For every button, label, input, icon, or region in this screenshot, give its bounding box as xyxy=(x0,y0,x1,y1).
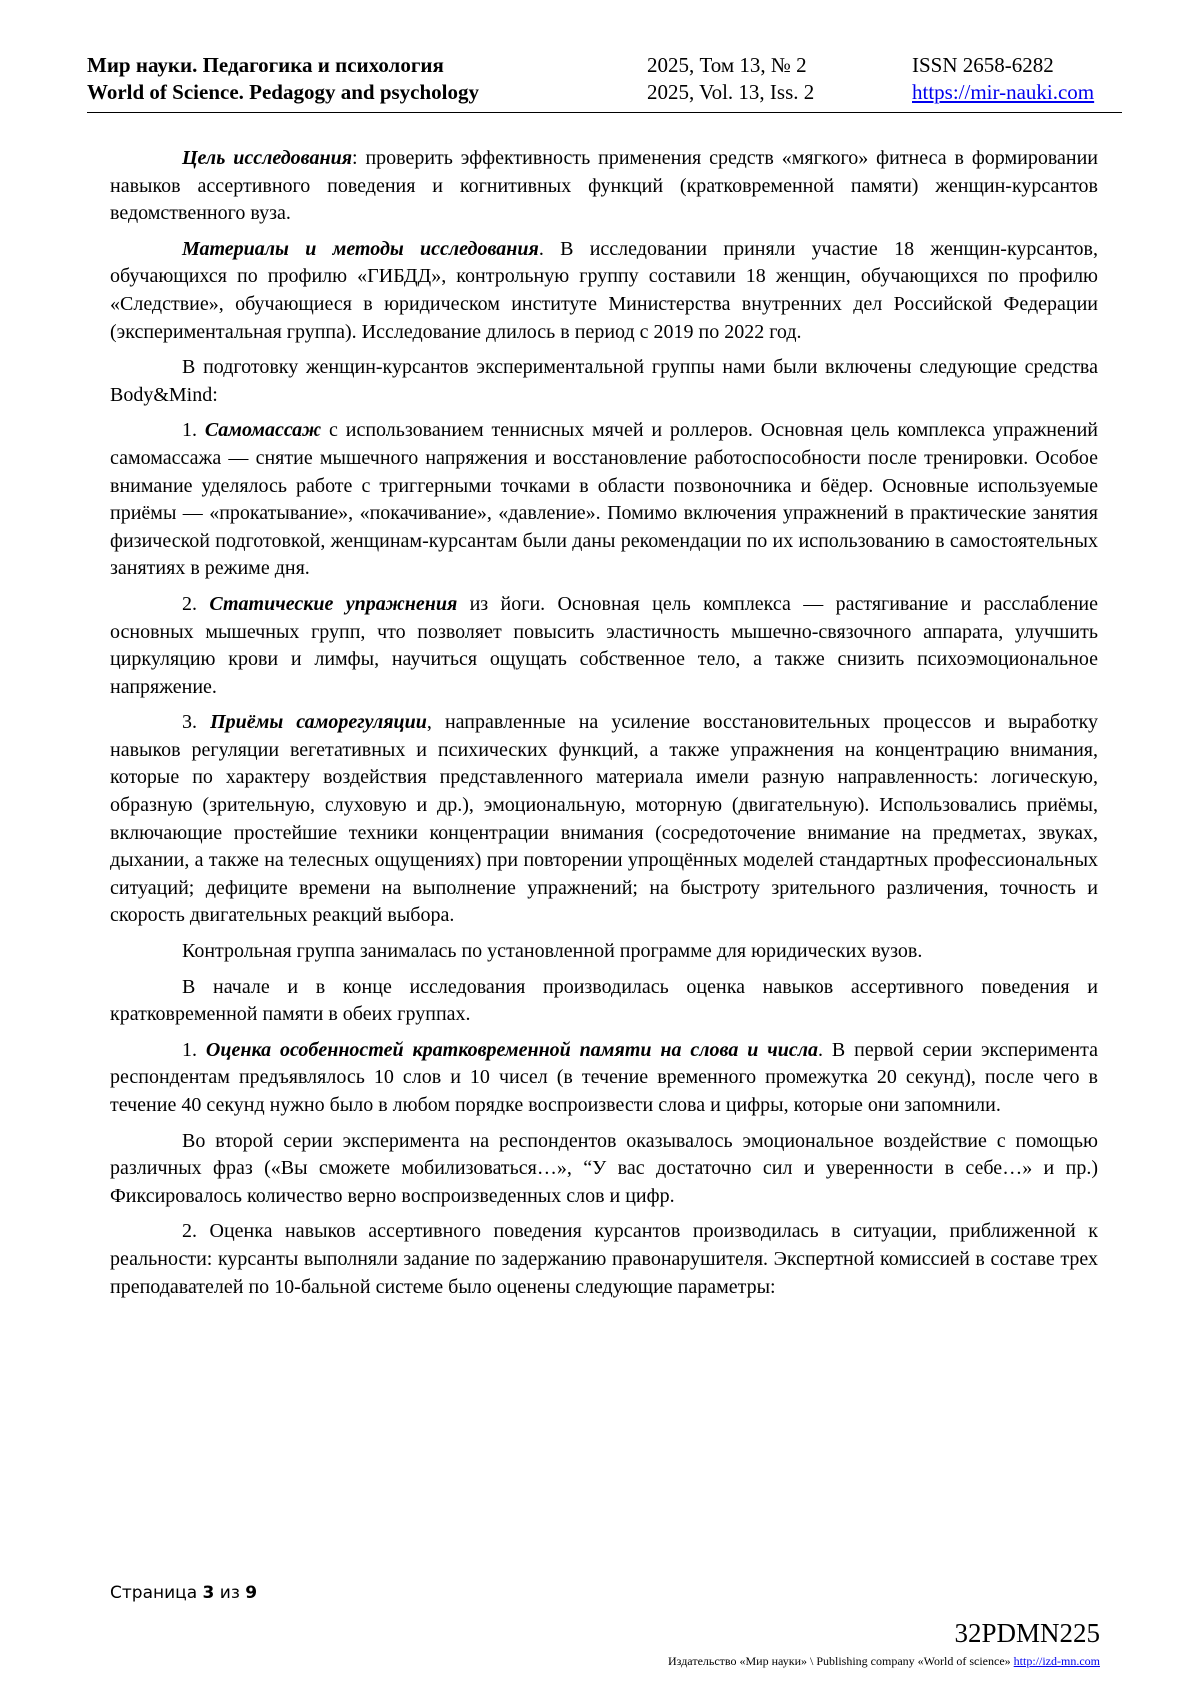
issn: ISSN 2658-6282 xyxy=(912,53,1054,77)
journal-header xyxy=(87,52,1122,113)
emphasis: Оценка особенностей кратковременной памяти на слова и числа xyxy=(205,1038,819,1061)
paragraph: В начале и в конце исследования производилась оценка навыков ассертивного поведения и кратковременной памяти в обеих группах. xyxy=(110,975,1098,1026)
paragraph: Материалы и методы исследования. В исследовании приняли участие 18 женщин-курсантов, обучающихся по профилю «ГИБДД», контрольную группу составили 18 женщин, обучающихся по профилю «Следствие», обучающиеся в юридическом институте Министерства внутренних дел Российской Федерации (экспериментальная группа). Исследование длилось в период с 2019 по 2022 год. xyxy=(110,237,1099,343)
paragraph: Во второй серии эксперимента на респондентов оказывалось эмоциональное воздействие с помощью различных фраз («Вы сможете мобилизоваться…», “У вас достаточно сил и уверенности в себе…» и пр.) Фиксировалось количество верно воспроизведенных слов и цифр. xyxy=(110,1129,1098,1207)
emphasis: Материалы и методы исследования xyxy=(182,237,539,260)
publisher-line: Издательство «Мир науки» \ Publishing company «World of science» http://izd-mn.com xyxy=(668,1654,1100,1668)
journal-title-en: World of Science. Pedagogy and psychology xyxy=(87,80,480,104)
article-code: 32PDMN225 xyxy=(954,1618,1100,1648)
emphasis: Статические упражнения xyxy=(209,592,458,615)
paragraph: 2. Оценка навыков ассертивного поведения курсантов производилась в ситуации, приближенной к реальности: курсанты выполняли задание по задержанию правонарушителя. Экспертной комиссией в составе трех преподавателей по 10-бальной системе было оценены следующие параметры: xyxy=(110,1220,1098,1298)
paragraph: Контрольная группа занималась по установленной программе для юридических вузов. xyxy=(182,940,923,963)
issue-en: 2025, Vol. 13, Iss. 2 xyxy=(647,80,815,104)
journal-url-link[interactable]: https://mir-nauki.com xyxy=(912,80,1095,104)
emphasis: Самомассаж xyxy=(204,419,322,442)
article-body xyxy=(110,145,1098,1309)
journal-title-ru: Мир науки. Педагогика и психология xyxy=(87,53,444,77)
paragraph: В подготовку женщин-курсантов экспериментальной группы нами были включены следующие средства Body&Mind: xyxy=(110,356,1098,406)
page-number: Страница 3 из 9 xyxy=(110,1583,258,1603)
paragraph: Цель исследования: проверить эффективность применения средств «мягкого» фитнеса в формировании навыков ассертивного поведения и когнитивных функций (кратковременной памяти) женщин-курсантов ведомственного вуза. xyxy=(110,147,1098,225)
paragraph: 3. Приёмы саморегуляции, направленные на усиление восстановительных процессов и выработку навыков регуляции вегетативных и психических функций, а также упражнения на концентрацию внимания, которые по характеру воздействия представленного материала имели разную направленность: логическую, образную (зрительную, слуховую и др.), эмоциональную, моторную (двигательную). Использовались приёмы, включающие простейшие техники концентрации внимания (сосредоточение внимание на предметах, звуках, дыхании, а также на телесных ощущениях) при повторении упрощённых моделей стандартных профессиональных ситуаций; дефиците времени на выполнение упражнений; на быстроту зрительного различения, точность и скорость двигательных реакций выбора. xyxy=(110,711,1099,927)
paragraph: 1. Самомассаж с использованием теннисных мячей и роллеров. Основная цель комплекса упражнений самомассажа — снятие мышечного напряжения и восстановление работоспособности после тренировки. Особое внимание уделялось работе с триггерными точками в области позвоночника и бёдер. Основные используемые приёмы — «прокатывание», «покачивание», «давление». Помимо включения упражнений в практические занятия физической подготовкой, женщинам-курсантам были даны рекомендации по их использованию в самостоятельных занятиях в режиме дня. xyxy=(110,419,1098,580)
publisher-link[interactable]: http://izd-mn.com xyxy=(1013,1654,1100,1668)
issue-ru: 2025, Том 13, № 2 xyxy=(647,53,807,77)
emphasis: Приёмы саморегуляции xyxy=(210,711,427,734)
paragraph: 1. Оценка особенностей кратковременной памяти на слова и числа. В первой серии эксперимента респондентам предъявлялось 10 слов и 10 чисел (в течение временного промежутка 20 секунд), после чего в течение 40 секунд нужно было в любом порядке воспроизвести слова и цифры, которые они запомнили. xyxy=(110,1038,1098,1116)
paragraph: 2. Статические упражнения из йоги. Основная цель комплекса — растягивание и расслабление основных мышечных групп, что позволяет повысить эластичность мышечно-связочного аппарата, улучшить циркуляцию крови и лимфы, научиться ощущать собственное тело, а также снизить психоэмоциональное напряжение. xyxy=(110,592,1098,698)
emphasis: Цель исследования xyxy=(182,147,352,169)
